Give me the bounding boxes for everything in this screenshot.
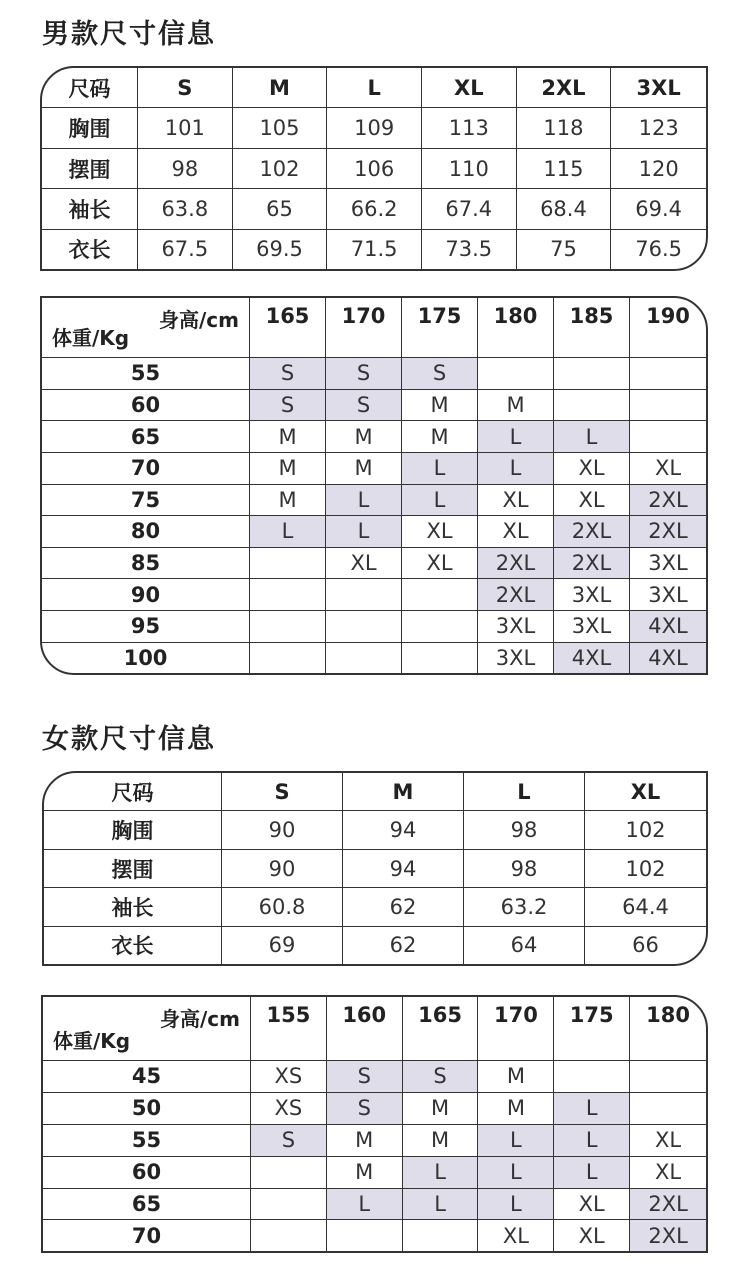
measurement-value: 94	[343, 811, 464, 849]
recommended-size-cell: 4XL	[554, 643, 630, 673]
recommended-size-cell: M	[478, 1061, 554, 1093]
height-column-header: 180	[478, 298, 554, 358]
size-row	[42, 230, 706, 269]
measurement-value: 75	[517, 230, 612, 269]
height-column-header: 165	[403, 997, 479, 1061]
measurement-value: 62	[343, 927, 464, 964]
recommended-size-cell: L	[478, 421, 554, 453]
weight-row-label: 50	[43, 1093, 251, 1125]
height-axis-label: 身高/cm	[159, 308, 239, 332]
weight-row-label: 65	[42, 421, 250, 453]
weight-row-label: 60	[42, 390, 250, 422]
measurement-value: 98	[138, 149, 233, 189]
recommend-row	[43, 1189, 706, 1221]
recommended-size-cell: S	[402, 358, 478, 390]
recommended-size-cell: XL	[478, 516, 554, 548]
measurement-value: 102	[585, 850, 706, 888]
measurement-label: 衣长	[42, 230, 138, 269]
measurement-label: 衣长	[44, 927, 222, 964]
recommended-size-cell	[478, 358, 554, 390]
recommended-size-cell	[403, 1220, 479, 1251]
height-column-header: 160	[327, 997, 403, 1061]
recommend-row	[42, 485, 706, 517]
size-row	[42, 189, 706, 229]
recommended-size-cell	[554, 358, 630, 390]
recommended-size-cell: S	[326, 358, 402, 390]
measurement-value: 102	[233, 149, 328, 189]
recommended-size-cell: M	[250, 453, 326, 485]
women-section-title: 女款尺寸信息	[42, 724, 216, 755]
measurement-value: 98	[464, 850, 585, 888]
measurement-value: 66.2	[327, 189, 422, 229]
measurement-value: 118	[517, 108, 612, 148]
size-column-header: L	[327, 68, 422, 108]
measurement-value: 98	[464, 811, 585, 849]
recommended-size-cell	[554, 1061, 630, 1093]
measurement-value: 62	[343, 888, 464, 926]
recommended-size-cell: L	[250, 516, 326, 548]
measurement-value: 101	[138, 108, 233, 148]
measurement-value: 90	[222, 850, 343, 888]
measurement-value: 65	[233, 189, 328, 229]
recommended-size-cell	[251, 1157, 327, 1189]
recommend-row	[43, 1061, 706, 1093]
size-column-header: XL	[422, 68, 517, 108]
recommended-size-cell	[327, 1220, 403, 1251]
recommend-row	[42, 453, 706, 485]
measurement-value: 63.2	[464, 888, 585, 926]
corner-header-cell	[42, 298, 250, 358]
measurement-value: 67.4	[422, 189, 517, 229]
recommended-size-cell: XL	[630, 453, 706, 485]
weight-row-label: 95	[42, 611, 250, 643]
recommended-size-cell: L	[403, 1189, 479, 1221]
size-header-row	[44, 773, 706, 811]
recommended-size-cell: L	[403, 1157, 479, 1189]
size-row	[44, 811, 706, 849]
recommended-size-cell: M	[250, 485, 326, 517]
recommend-row	[43, 1125, 706, 1157]
height-column-header: 190	[630, 298, 706, 358]
corner-header-cell	[43, 997, 251, 1061]
height-column-header: 185	[554, 298, 630, 358]
recommended-size-cell: 2XL	[630, 516, 706, 548]
women-size-table	[42, 771, 708, 966]
recommended-size-cell	[251, 1220, 327, 1251]
recommended-size-cell	[251, 1189, 327, 1221]
weight-axis-label: 体重/Kg	[53, 1029, 131, 1053]
weight-row-label: 65	[43, 1189, 251, 1221]
recommended-size-cell	[250, 548, 326, 580]
recommended-size-cell: S	[326, 390, 402, 422]
recommended-size-cell	[630, 390, 706, 422]
size-row	[44, 850, 706, 888]
recommended-size-cell: S	[250, 358, 326, 390]
recommended-size-cell: L	[554, 1093, 630, 1125]
recommended-size-cell	[554, 390, 630, 422]
recommended-size-cell: L	[554, 1157, 630, 1189]
measurement-value: 68.4	[517, 189, 612, 229]
size-column-header: S	[138, 68, 233, 108]
recommended-size-cell: L	[554, 1125, 630, 1157]
weight-row-label: 55	[43, 1125, 251, 1157]
measurement-value: 109	[327, 108, 422, 148]
recommended-size-cell: XL	[326, 548, 402, 580]
measurement-label: 袖长	[42, 189, 138, 229]
measurement-value: 123	[611, 108, 706, 148]
recommend-row	[43, 1093, 706, 1125]
recommended-size-cell: M	[402, 421, 478, 453]
height-column-header: 175	[554, 997, 630, 1061]
recommended-size-cell: M	[478, 1093, 554, 1125]
men-section-title: 男款尺寸信息	[42, 19, 216, 50]
measurement-value: 94	[343, 850, 464, 888]
size-column-header: M	[343, 773, 464, 811]
recommended-size-cell: L	[402, 485, 478, 517]
size-row	[42, 108, 706, 148]
recommended-size-cell: XS	[251, 1061, 327, 1093]
recommended-size-cell: 4XL	[630, 611, 706, 643]
height-axis-label: 身高/cm	[160, 1007, 240, 1031]
recommend-row	[42, 611, 706, 643]
recommended-size-cell: M	[403, 1093, 479, 1125]
men-recommend-table	[40, 296, 708, 675]
recommended-size-cell: S	[327, 1093, 403, 1125]
recommended-size-cell	[326, 611, 402, 643]
measurement-value: 69.5	[233, 230, 328, 269]
recommended-size-cell	[630, 1061, 706, 1093]
recommended-size-cell: XS	[251, 1093, 327, 1125]
measurement-label: 摆围	[42, 149, 138, 189]
recommend-row	[42, 516, 706, 548]
recommended-size-cell: M	[327, 1125, 403, 1157]
size-column-header: S	[222, 773, 343, 811]
recommended-size-cell: L	[326, 516, 402, 548]
weight-row-label: 80	[42, 516, 250, 548]
recommended-size-cell: L	[327, 1189, 403, 1221]
size-column-header: M	[233, 68, 328, 108]
measurement-value: 120	[611, 149, 706, 189]
recommended-size-cell: M	[478, 390, 554, 422]
height-column-header: 180	[630, 997, 706, 1061]
recommended-size-cell: 2XL	[630, 485, 706, 517]
height-column-header: 175	[402, 298, 478, 358]
recommended-size-cell	[630, 358, 706, 390]
size-row	[44, 888, 706, 926]
measurement-value: 113	[422, 108, 517, 148]
recommended-size-cell: L	[478, 453, 554, 485]
measurement-value: 69	[222, 927, 343, 964]
recommended-size-cell: S	[327, 1061, 403, 1093]
recommended-size-cell: 2XL	[554, 548, 630, 580]
height-column-header: 165	[250, 298, 326, 358]
recommend-row	[42, 421, 706, 453]
recommend-row	[43, 1157, 706, 1189]
measurement-value: 115	[517, 149, 612, 189]
men-size-table	[40, 66, 708, 271]
recommended-size-cell: L	[478, 1189, 554, 1221]
measurement-value: 105	[233, 108, 328, 148]
recommend-row	[42, 643, 706, 673]
recommended-size-cell: S	[251, 1125, 327, 1157]
weight-row-label: 45	[43, 1061, 251, 1093]
recommended-size-cell: M	[327, 1157, 403, 1189]
recommend-row	[42, 358, 706, 390]
weight-row-label: 60	[43, 1157, 251, 1189]
measurement-value: 69.4	[611, 189, 706, 229]
recommended-size-cell: L	[402, 453, 478, 485]
weight-axis-label: 体重/Kg	[52, 326, 130, 350]
recommended-size-cell	[250, 643, 326, 673]
recommended-size-cell: 2XL	[630, 1189, 706, 1221]
weight-row-label: 70	[43, 1220, 251, 1251]
recommended-size-cell: XL	[630, 1125, 706, 1157]
recommended-size-cell: 2XL	[478, 548, 554, 580]
measurement-value: 66	[632, 933, 659, 958]
measurement-value: 110	[422, 149, 517, 189]
recommended-size-cell: XL	[402, 516, 478, 548]
size-row	[44, 927, 706, 964]
measurement-value: 60.8	[222, 888, 343, 926]
recommended-size-cell	[402, 611, 478, 643]
recommended-size-cell: 2XL	[554, 516, 630, 548]
size-header-row	[42, 68, 706, 108]
recommended-size-cell	[402, 579, 478, 611]
recommended-size-cell	[326, 643, 402, 673]
size-header-label: 尺码	[44, 773, 222, 811]
size-column-header: 2XL	[517, 68, 612, 108]
measurement-value: 71.5	[327, 230, 422, 269]
measurement-label: 胸围	[44, 811, 222, 849]
size-row	[42, 149, 706, 189]
recommended-size-cell: 2XL	[630, 1220, 706, 1251]
recommend-header-row	[42, 298, 706, 358]
recommended-size-cell: XL	[554, 485, 630, 517]
measurement-label: 摆围	[44, 850, 222, 888]
recommended-size-cell: 2XL	[478, 579, 554, 611]
measurement-value: 102	[585, 811, 706, 849]
recommended-size-cell: M	[403, 1125, 479, 1157]
height-column-header: 170	[478, 997, 554, 1061]
recommend-row	[43, 1220, 706, 1251]
weight-row-label: 70	[42, 453, 250, 485]
measurement-value: 106	[327, 149, 422, 189]
recommend-header-row	[43, 997, 706, 1061]
weight-row-label: 55	[42, 358, 250, 390]
recommended-size-cell: XL	[478, 1220, 554, 1251]
measurement-value: 76.5	[635, 237, 683, 262]
measurement-value: 63.8	[138, 189, 233, 229]
weight-row-label: 100	[42, 643, 250, 673]
recommended-size-cell: 3XL	[478, 643, 554, 673]
weight-row-label: 90	[42, 579, 250, 611]
recommended-size-cell: XL	[402, 548, 478, 580]
recommended-size-cell: M	[326, 453, 402, 485]
size-column-header: XL	[585, 773, 706, 811]
height-column-header: 155	[251, 997, 327, 1061]
recommended-size-cell: 3XL	[630, 579, 706, 611]
weight-row-label: 75	[42, 485, 250, 517]
height-column-header: 170	[326, 298, 402, 358]
recommended-size-cell: XL	[554, 453, 630, 485]
recommended-size-cell: L	[478, 1125, 554, 1157]
measurement-value: 90	[222, 811, 343, 849]
recommended-size-cell: M	[250, 421, 326, 453]
measurement-value: 64.4	[585, 888, 706, 926]
recommend-row	[42, 548, 706, 580]
size-header-label: 尺码	[42, 68, 138, 108]
size-column-header: L	[464, 773, 585, 811]
weight-row-label: 85	[42, 548, 250, 580]
recommended-size-cell	[630, 421, 706, 453]
measurement-label: 袖长	[44, 888, 222, 926]
measurement-value: 73.5	[422, 230, 517, 269]
recommended-size-cell: 3XL	[554, 579, 630, 611]
recommended-size-cell: L	[478, 1157, 554, 1189]
recommended-size-cell: XL	[478, 485, 554, 517]
women-recommend-table	[41, 995, 708, 1253]
recommended-size-cell	[630, 1093, 706, 1125]
recommended-size-cell: S	[250, 390, 326, 422]
recommended-size-cell	[250, 579, 326, 611]
size-column-header: 3XL	[611, 68, 706, 108]
recommended-size-cell: 3XL	[554, 611, 630, 643]
recommended-size-cell: L	[554, 421, 630, 453]
recommended-size-cell: XL	[554, 1220, 630, 1251]
measurement-value: 64	[464, 927, 585, 964]
recommended-size-cell: XL	[630, 1157, 706, 1189]
recommend-row	[42, 579, 706, 611]
recommended-size-cell	[402, 643, 478, 673]
recommend-row	[42, 390, 706, 422]
recommended-size-cell: 3XL	[478, 611, 554, 643]
recommended-size-cell: M	[402, 390, 478, 422]
recommended-size-cell: S	[403, 1061, 479, 1093]
measurement-label: 胸围	[42, 108, 138, 148]
measurement-value: 67.5	[138, 230, 233, 269]
recommended-size-cell: 3XL	[630, 548, 706, 580]
recommended-size-cell: 4XL	[630, 643, 706, 673]
recommended-size-cell	[250, 611, 326, 643]
recommended-size-cell: L	[326, 485, 402, 517]
recommended-size-cell	[326, 579, 402, 611]
recommended-size-cell: M	[326, 421, 402, 453]
recommended-size-cell: XL	[554, 1189, 630, 1221]
